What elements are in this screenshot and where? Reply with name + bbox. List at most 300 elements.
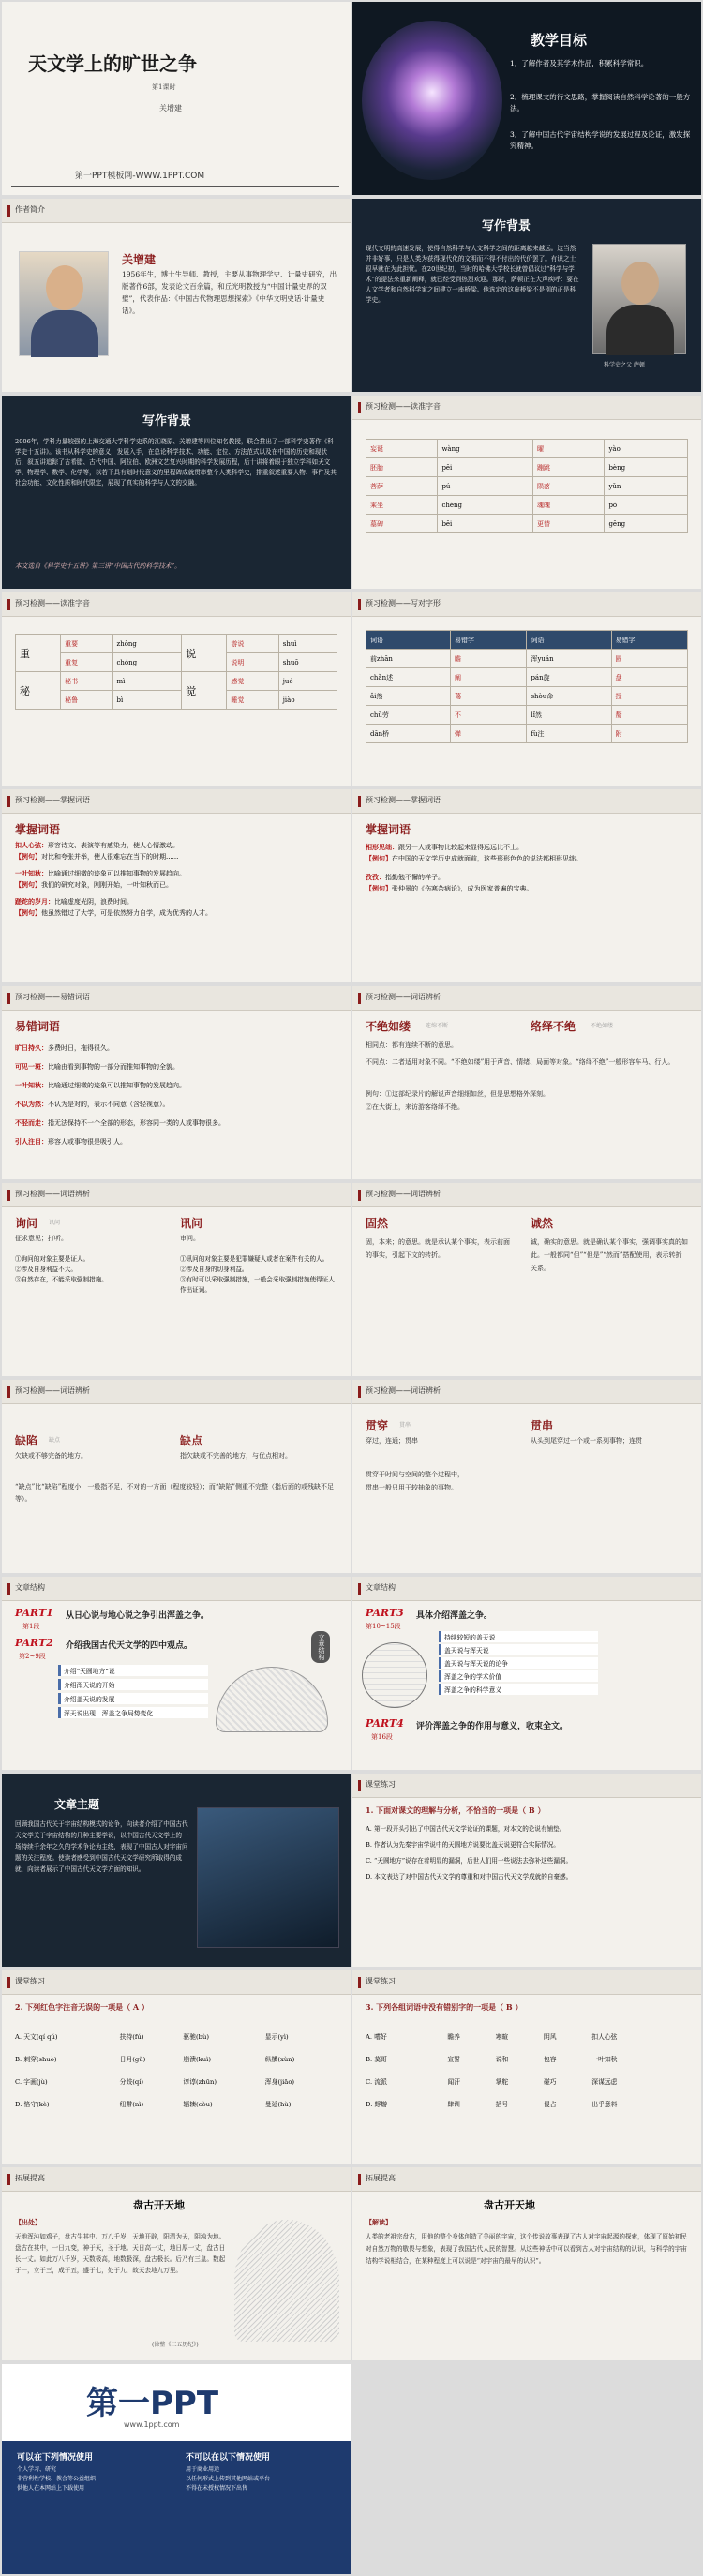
list-item: ①询问的对象主要是证人。: [15, 1255, 90, 1263]
def-a: 穿过，连通；贯串: [366, 1437, 418, 1445]
table-row: [366, 496, 688, 515]
table-row: [16, 691, 337, 710]
header-title: 预习检测——读准字音: [366, 402, 441, 411]
header-bar: [352, 986, 701, 1011]
cell: dān桥: [366, 725, 451, 743]
footer: 第一PPT模板网-WWW.1PPT.COM: [75, 172, 205, 181]
option-a[interactable]: A. 第一段开头引出了中国古代天文学论证的课题，对本文的论说有铺垫。: [366, 1825, 566, 1833]
list-item: 不胫而走：指无法保持不一个全部的形态，形容同一类的人或事物很多。: [15, 1118, 225, 1127]
cell: 曼延(hù): [264, 2101, 292, 2108]
table-row: [366, 650, 688, 668]
def-b: 指欠缺或不完善的地方，与优点相对。: [180, 1452, 292, 1460]
part1-tag: PART1: [15, 1607, 53, 1619]
option-c[interactable]: C. “天圆地方”说存在着明显的漏洞，后世人们用一些说法去弥补这些漏洞。: [366, 1857, 573, 1865]
cell: pēi: [438, 458, 533, 477]
slide-discrim-5: [352, 1380, 701, 1573]
word-b: 缺点: [180, 1434, 203, 1447]
word-a-gloss: 贯串: [399, 1422, 411, 1429]
cell: 浑身(jiāo): [264, 2078, 295, 2086]
list-item: ①讯问的对象主要是犯罪嫌疑人或者在案件有关的人。: [180, 1255, 329, 1263]
pangu-illustration: [234, 2220, 339, 2342]
part3-span: 第10~15段: [366, 1623, 401, 1630]
sarton-photo: [592, 244, 686, 354]
slide-exercise-1: [352, 1774, 701, 1967]
objectives-title: 教学目标: [531, 32, 588, 49]
char: 重: [16, 635, 61, 672]
table-row: [16, 653, 337, 672]
cell: B. 莫哥: [366, 2056, 387, 2063]
astronomy-image: [197, 1807, 339, 1948]
slide-objectives: [352, 2, 701, 195]
slide-exercise-2: [2, 1970, 351, 2164]
list-item: 用于商业用途: [186, 2466, 220, 2473]
header-title: 课堂练习: [15, 1977, 45, 1985]
table-header: [366, 631, 688, 650]
header-bar: [352, 1970, 701, 1995]
cell: 秘书: [61, 672, 112, 691]
word-a: 不绝如缕: [366, 1020, 411, 1033]
cell: 阐: [450, 668, 526, 687]
header-title: 预习检测——词语辨析: [366, 993, 441, 1001]
cell: 日月(gǔ): [119, 2056, 146, 2063]
cell: 显示(yì): [264, 2033, 289, 2041]
glyph-table: [366, 630, 688, 743]
points: [439, 1631, 598, 1697]
table-row[interactable]: [366, 2070, 688, 2092]
slide-background: [352, 199, 701, 392]
cell: 游说: [227, 635, 278, 653]
obj-2: 2．梳理课文的行文思路，掌握阅读自然科学论著的一般方法。: [510, 93, 691, 112]
cell: 易错字: [611, 631, 688, 650]
slide-pron-1: [352, 396, 701, 589]
nebula-image: [362, 21, 502, 180]
cell: 蹦跳: [533, 458, 605, 477]
subtitle: 第1课时: [152, 83, 176, 91]
slide-author: [2, 199, 351, 392]
cell: 重要: [61, 635, 112, 653]
table-row: [16, 635, 337, 653]
char: 秘: [16, 672, 61, 710]
list-item: 引人注目：形容人或事物很是吸引人。: [15, 1137, 127, 1146]
table-row: [366, 515, 688, 533]
header-title: 拓展提高: [366, 2174, 396, 2182]
header-bar: [2, 1380, 351, 1404]
cell: 谆谆(zhūn): [183, 2078, 217, 2086]
header-bar: [2, 2167, 351, 2192]
header-title: 预习检测——掌握词语: [15, 796, 90, 804]
author: 关增建: [159, 104, 182, 112]
cell: pú: [438, 477, 533, 496]
cell: A. 嗜好: [366, 2033, 387, 2041]
slide-extension-1: [2, 2167, 351, 2360]
empty-area: [352, 2364, 701, 2574]
section-title: 掌握词语: [15, 823, 61, 836]
header-bar: [352, 1183, 701, 1207]
list-item: 个人学习、研究: [17, 2466, 57, 2473]
cell: chóng: [112, 653, 182, 672]
slide-pron-2: [2, 592, 351, 786]
bg-body: 现代文明的高速发展，使得自然科学与人文科学之间的距离越来越远。这当然并非好事，只是人类为获得现代化的文明而不得不付出的代价罢了。有识之士很早就在为此担忧。在20世纪初，当时的哈佛大学校长就曾倡议过“科学与学术”的提法来重新阐释，就已经受到热烈欢迎。那时，萨顿正在大声疾呼：要在人文学者和自然科学家之间建立一座桥梁。他选定的这座桥梁不是别的正是科学史。: [366, 245, 579, 304]
cell: 纵横(xùn): [264, 2056, 295, 2063]
cell: 盘: [611, 668, 688, 687]
cell: bì: [112, 691, 182, 710]
header-bar: [2, 1183, 351, 1207]
table-row: [366, 477, 688, 496]
cell: gēng: [605, 515, 688, 533]
cell: 说和: [495, 2056, 509, 2063]
list-item: 【例句】他虽然错过了大学，可是依然努力自学，成为优秀的人才。: [15, 908, 212, 917]
header-bar: [352, 2167, 701, 2192]
cell: jué: [278, 672, 337, 691]
theme-body: 回顾我国古代关于宇宙结构模式的论争，向读者介绍了中国古代天文学关于宇宙结构的几种主要学说，以中国古代天文学上的一场持续千余年之久的学术争论为主线，表现了中国古人对宇宙问题的关注程度。使读者感受到中国古代天文学研究所取得的成就，向读者展示了中国古代天文学方面的知识。: [15, 1820, 188, 1873]
cell: 扶持(fú): [119, 2033, 144, 2041]
cell: 侵占: [543, 2101, 557, 2108]
cell: 蔼: [450, 687, 526, 706]
list-item: 不以为然：不认为是对的，表示不同意（含轻视意）。: [15, 1100, 170, 1108]
slide-glyphs: [352, 592, 701, 786]
list-item: ③有时可以采取强制措施，一般会采取强制措施使得证人作出证词。: [180, 1276, 335, 1294]
cell: 魂魄: [533, 496, 605, 515]
slide-extension-2: [352, 2167, 701, 2360]
points: [58, 1665, 208, 1721]
slide-theme: [2, 1774, 351, 1967]
photo-caption: 科学史之父 萨顿: [604, 362, 645, 368]
word-b: 络绎不绝: [531, 1020, 576, 1033]
points-a: [15, 1254, 167, 1285]
table-row: [366, 668, 688, 687]
theme-title: 文章主题: [54, 1798, 100, 1811]
header-title: 预习检测——读准字音: [15, 599, 90, 607]
cell: yǔn: [605, 477, 688, 496]
header-bar: [2, 1577, 351, 1601]
vocab-list: [15, 1039, 337, 1151]
part2-text: 介绍我国古代天文学的四中观点。: [66, 1641, 193, 1651]
cell: lǐ然: [527, 706, 611, 725]
cell: jiào: [278, 691, 337, 710]
list-item: 浑盖之争的科学意义: [439, 1684, 598, 1695]
header-bar: [352, 1774, 701, 1798]
license-panel: [2, 2441, 351, 2574]
allowed-list: [17, 2465, 176, 2494]
slide-structure-2: [352, 1577, 701, 1770]
ext-title: 盘古开天地: [484, 2199, 535, 2211]
cell: 深谋远虑: [591, 2078, 618, 2086]
cell: 瞻: [450, 650, 526, 668]
word-a-gloss: 连绵不断: [426, 1023, 449, 1029]
table-row: [366, 440, 688, 458]
list-item: 可见一斑：比喻由看到事物的一部分而推知事物的全貌。: [15, 1062, 179, 1071]
list-item: 【例句】张仲景的《伤寒杂病论》，成为医家普遍的宝典。: [366, 884, 533, 892]
cell: shuō: [278, 653, 337, 672]
word-a: 固然: [366, 1217, 389, 1230]
question: 2. 下列红色字注音无误的一项是（ A ）: [15, 2002, 149, 2012]
table-row[interactable]: [15, 2070, 337, 2092]
part2-span: 第2~9段: [19, 1653, 46, 1660]
cell: 纽带(nì): [119, 2101, 144, 2108]
header-bar: [352, 1577, 701, 1601]
question: 3. 下列各组词语中没有错别字的一项是（ B ）: [366, 2002, 523, 2012]
def-b: 从头到尾穿过一个或一系列事物；连贯: [531, 1437, 642, 1445]
table-row[interactable]: [366, 2047, 688, 2070]
header-title: 预习检测——写对字形: [366, 599, 441, 607]
list-item: ②涉及自身的切身利益。: [180, 1266, 248, 1273]
table-row: [366, 706, 688, 725]
cell: 授: [611, 687, 688, 706]
slide-discrim-1: [352, 986, 701, 1179]
cell: 驱驰(bù): [183, 2033, 210, 2041]
cell: 肆训: [447, 2101, 460, 2108]
cell: shuì: [278, 635, 337, 653]
section-title: 易错词语: [15, 1020, 61, 1033]
word-a: 贯穿: [366, 1419, 389, 1432]
pron-table: [366, 439, 688, 533]
cell: 辐辏(còu): [183, 2101, 213, 2108]
list-item: 持续较短的盖天说: [439, 1631, 598, 1642]
char: 觉: [182, 672, 227, 710]
def-a: 固，本来；的意思。就是承认某个事实，表示前面的事实，引起下文的转折。: [366, 1238, 510, 1259]
header-bar: [2, 1970, 351, 1995]
part1-text: 从日心说与地心说之争引出浑盖之争。: [66, 1611, 210, 1621]
word-b: 讯问: [180, 1217, 203, 1230]
list-item: 浑盖之争的学术价值: [439, 1670, 598, 1682]
header-bar: [352, 1380, 701, 1404]
header-title: 课堂练习: [366, 1780, 396, 1789]
header-title: 课堂练习: [366, 1977, 396, 1985]
list-item: 一叶知秋：比喻通过细微的迹象可以推知事物的发展趋向。: [15, 1081, 186, 1089]
cell: 曜: [533, 440, 605, 458]
ext-tag: 【解读】: [366, 2218, 392, 2226]
logo-url: www.1ppt.com: [124, 2420, 180, 2429]
slide-discrim-2: [2, 1183, 351, 1376]
cell: 浑yuán: [527, 650, 611, 668]
ext-tag: 【出处】: [15, 2218, 41, 2226]
list-item: 盖天说与浑天说: [439, 1644, 598, 1655]
cell: pò: [605, 496, 688, 515]
author-name: 关增建: [122, 253, 157, 266]
list-item: 蹉跎的岁月：比喻虚度光阴，浪费时间。: [15, 897, 133, 906]
cell: 前zhān: [366, 650, 451, 668]
table-row: [366, 687, 688, 706]
cell: 妄诞: [366, 440, 438, 458]
list-item: 孜孜：指勤勉不懈的样子。: [366, 873, 444, 881]
cell: shòu命: [527, 687, 611, 706]
part3-tag: PART3: [366, 1607, 404, 1619]
author-bio: 1956年生，博士生导师、教授，主要从事物理学史、计量史研究，出版著作6部，发表论文百余篇，和丘光明教授为“中国计量史界的双璧”，代表作品：《中国古代物理思想探索》《中华文明史话·计量史话》。: [122, 270, 337, 315]
disallowed-list: [186, 2465, 345, 2494]
table-row[interactable]: [15, 2092, 337, 2115]
vocab-list: [366, 842, 688, 894]
slide-footer: [2, 2364, 351, 2574]
cell: 一叶知秋: [591, 2056, 618, 2063]
cell: 碰巧: [543, 2078, 557, 2086]
cell: zhòng: [112, 635, 182, 653]
comparison-note: “缺点”比“缺陷”程度小，一般指不足，不对的一方面（程度较轻）；而“缺陷”侧重不完整（指后面的或残缺不足等）。: [15, 1483, 334, 1503]
table-row[interactable]: [15, 2025, 337, 2047]
cell: 圆: [611, 650, 688, 668]
def-b: 诚，确实的意思。就是确认某个事实，强调事实真的如此。一般都同“但”“但是”“然而”搭配使用，表示转折关系。: [531, 1238, 688, 1272]
cell: C. 流派: [366, 2078, 387, 2086]
cell: 胚胎: [366, 458, 438, 477]
cell: 更替: [533, 515, 605, 533]
example-2: 贯串一般只用于较抽象的事物。: [366, 1484, 457, 1491]
ext-body: 天地浑沌如鸡子，盘古生其中。万八千岁，天地开辟，阳清为天，阴浊为地。盘古在其中，一日九变，神于天，圣于地。天日高一丈，地日厚一丈，盘古日长一丈。如此万八千岁，天数极高，地数极深，盘古极长。后乃有三皇。数起于一，立于三，成于五，盛于七，处于九，故天去地九万里。: [15, 2233, 226, 2274]
word-a: 缺陷: [15, 1434, 38, 1447]
def-a: 欠缺或不够完备的地方。: [15, 1452, 87, 1460]
cell: 重复: [61, 653, 112, 672]
bg-title: 写作背景: [482, 219, 531, 233]
slide-vocab-3: [2, 986, 351, 1179]
points-b: [180, 1254, 339, 1295]
word-a-gloss: 缺点: [49, 1437, 61, 1444]
cell: C. 字画(jù): [15, 2078, 48, 2086]
list-item: 不得在未授权情况下出售: [186, 2485, 248, 2492]
options-table: [15, 2025, 337, 2115]
cell: ǎi然: [366, 687, 451, 706]
def-b: 审问。: [180, 1235, 200, 1242]
seal-label: 文章结构: [311, 1631, 330, 1663]
header-title: 文章结构: [366, 1583, 396, 1592]
cell: D. 恪守(kè): [15, 2101, 50, 2108]
slide-vocab-2: [352, 789, 701, 982]
cell: pán旋: [527, 668, 611, 687]
divider: [11, 186, 339, 187]
vocab-list: [15, 840, 337, 919]
header-title: 预习检测——易错词语: [15, 993, 90, 1001]
list-item: 浑天说出现、浑盖之争局势变化: [58, 1707, 208, 1718]
list-item: 【例句】在中国的天文学历史成就面前，这些形形色色的说法都相形见绌。: [366, 854, 582, 862]
question: 1. 下面对课文的理解与分析，不恰当的一项是（ B ）: [366, 1805, 546, 1815]
part4-tag: PART4: [366, 1717, 404, 1730]
cell: 墓碑: [366, 515, 438, 533]
cell: 附: [611, 725, 688, 743]
cell: chéng: [438, 496, 533, 515]
slide-background-2: [2, 396, 351, 589]
header-title: 预习检测——掌握词语: [366, 796, 441, 804]
header-bar: [2, 789, 351, 814]
header-title: 预习检测——词语辨析: [366, 1386, 441, 1395]
list-item: 一叶知秋：比喻通过细微的迹象可以推知事物的发展趋向。: [15, 869, 186, 877]
cell: 崩溃(kuì): [183, 2056, 211, 2063]
option-b[interactable]: B. 作者认为先秦宇宙学说中的天圆地方说要比盖天说更符合实际情况。: [366, 1841, 560, 1849]
list-item: 供他人在本网站上下载使用: [17, 2485, 85, 2492]
cell: 陨落: [533, 477, 605, 496]
word-b: 贯串: [531, 1419, 554, 1432]
diff: 不同点：二者适用对象不同。“不绝如缕”用于声音、情绪、局面等对象。“络绎不绝”一般形容车马、行人。: [366, 1058, 675, 1066]
list-item: 扣人心弦：形容诗文、表演等有感染力，使人心情激动。: [15, 841, 179, 849]
polyphone-table: [15, 634, 337, 710]
header-bar: [352, 396, 701, 420]
cell: 扣人心弦: [591, 2033, 618, 2041]
header-title: 预习检测——词语辨析: [15, 1386, 90, 1395]
slide-title: [2, 2, 351, 195]
ext-source: (徐整《三五历纪》): [152, 2342, 199, 2348]
word-b-gloss: 不绝如缕: [591, 1023, 614, 1029]
char: 说: [182, 635, 227, 672]
bg2-title: 写作背景: [142, 414, 192, 428]
word-a: 询问: [15, 1217, 38, 1230]
table-row[interactable]: [15, 2047, 337, 2070]
def-a: 征求意见；打听。: [15, 1235, 67, 1242]
cell: 出乎意料: [591, 2101, 618, 2108]
option-d[interactable]: D. 本文表达了对中国古代天文学的尊重和对中国古代天文学成就的自豪感。: [366, 1873, 573, 1880]
table-row: [366, 725, 688, 743]
cell: 阴风: [543, 2033, 557, 2041]
cell: 闻汗: [447, 2078, 460, 2086]
allowed-heading: 可以在下列情况使用: [17, 2453, 94, 2463]
cell: D. 蜉蝣: [366, 2101, 388, 2108]
cell: 菩萨: [366, 477, 438, 496]
table-row: [366, 458, 688, 477]
part3-text: 具体介绍浑盖之争。: [416, 1611, 493, 1621]
cell: 寒暄: [495, 2033, 509, 2041]
options: [366, 1824, 688, 1882]
cosmos-illustration: [216, 1667, 328, 1732]
section-title: 掌握词语: [366, 823, 411, 836]
header-title: 文章结构: [15, 1583, 45, 1592]
ext-body: 人类的老祖宗盘古，用他的整个身体创造了美丽的宇宙，这个传说故事表现了古人对宇宙起源的探索，体现了原始初民对自然万物的敬畏与想象，表现了我国古代人民的智慧。从这些神话中可以看到古人对宇宙结构的认识，与科学的宇宙结构学说相结合，在某种程度上可以说是“对宇宙的最早的认识”。: [366, 2233, 687, 2265]
list-item: ③自然存在，不能采取强制措施。: [15, 1276, 108, 1283]
list-item: 盖天说与浑天说的论争: [439, 1657, 598, 1669]
slide-structure-1: [2, 1577, 351, 1770]
cell: 括号: [495, 2101, 509, 2108]
cell: bèng: [605, 458, 688, 477]
cell: mì: [112, 672, 182, 691]
cell: 词语: [527, 631, 611, 650]
cell: 瞻养: [447, 2033, 460, 2041]
example-2: ②在大街上，来访游客络绎不绝。: [366, 1103, 464, 1111]
slide-discrim-4: [2, 1380, 351, 1573]
cell: 弹: [450, 725, 526, 743]
cell: chǔ劳: [366, 706, 451, 725]
list-item: 以任何形式上传到其他网站或平台: [186, 2476, 271, 2482]
header-bar: [2, 199, 351, 223]
cell: yào: [605, 440, 688, 458]
list-item: 旷日持久：多费时日，拖得很久。: [15, 1043, 113, 1052]
obj-1: 1．了解作者及其学术作品，积累科学常识。: [510, 59, 649, 67]
list-item: 【例句】对比和夸张并举，使人很难忘在当下的时期......: [15, 852, 179, 861]
cell: chǎn述: [366, 668, 451, 687]
header-title: 作者简介: [15, 205, 45, 214]
header-bar: [2, 592, 351, 617]
cell: 感觉: [227, 672, 278, 691]
cell: fù注: [527, 725, 611, 743]
header-title: 拓展提高: [15, 2174, 45, 2182]
part4-text: 评价浑盖之争的作用与意义，收束全文。: [416, 1722, 569, 1731]
table-row[interactable]: [366, 2025, 688, 2047]
slide-discrim-3: [352, 1183, 701, 1376]
list-item: 介绍浑天说的开始: [58, 1679, 208, 1690]
header-bar: [352, 592, 701, 617]
word-a-gloss: 讯问: [49, 1220, 61, 1226]
part2-tag: PART2: [15, 1637, 53, 1649]
cell: 秘鲁: [61, 691, 112, 710]
logo: 第一PPT: [86, 2385, 219, 2422]
table-row[interactable]: [366, 2092, 688, 2115]
cell: 包容: [543, 2056, 557, 2063]
obj-3: 3．了解中国古代宇宙结构学说的发展过程及论证，激发探究精神。: [510, 130, 691, 150]
header-title: 预习检测——词语辨析: [15, 1190, 90, 1198]
disallowed-heading: 不可以在以下情况使用: [186, 2453, 271, 2463]
cell: 说明: [227, 653, 278, 672]
ext-title: 盘古开天地: [133, 2199, 185, 2211]
list-item: ②涉及自身利益不大。: [15, 1266, 77, 1273]
bg2-note: 本文选自《科学史十五讲》第三讲“中国古代的科学技术”。: [15, 562, 181, 570]
list-item: 介绍“天圆地方”说: [58, 1665, 208, 1676]
slide-exercise-3: [352, 1970, 701, 2164]
globe-illustration: [362, 1642, 427, 1708]
cell: 不: [450, 706, 526, 725]
list-item: 介绍盖天说的发展: [58, 1693, 208, 1704]
